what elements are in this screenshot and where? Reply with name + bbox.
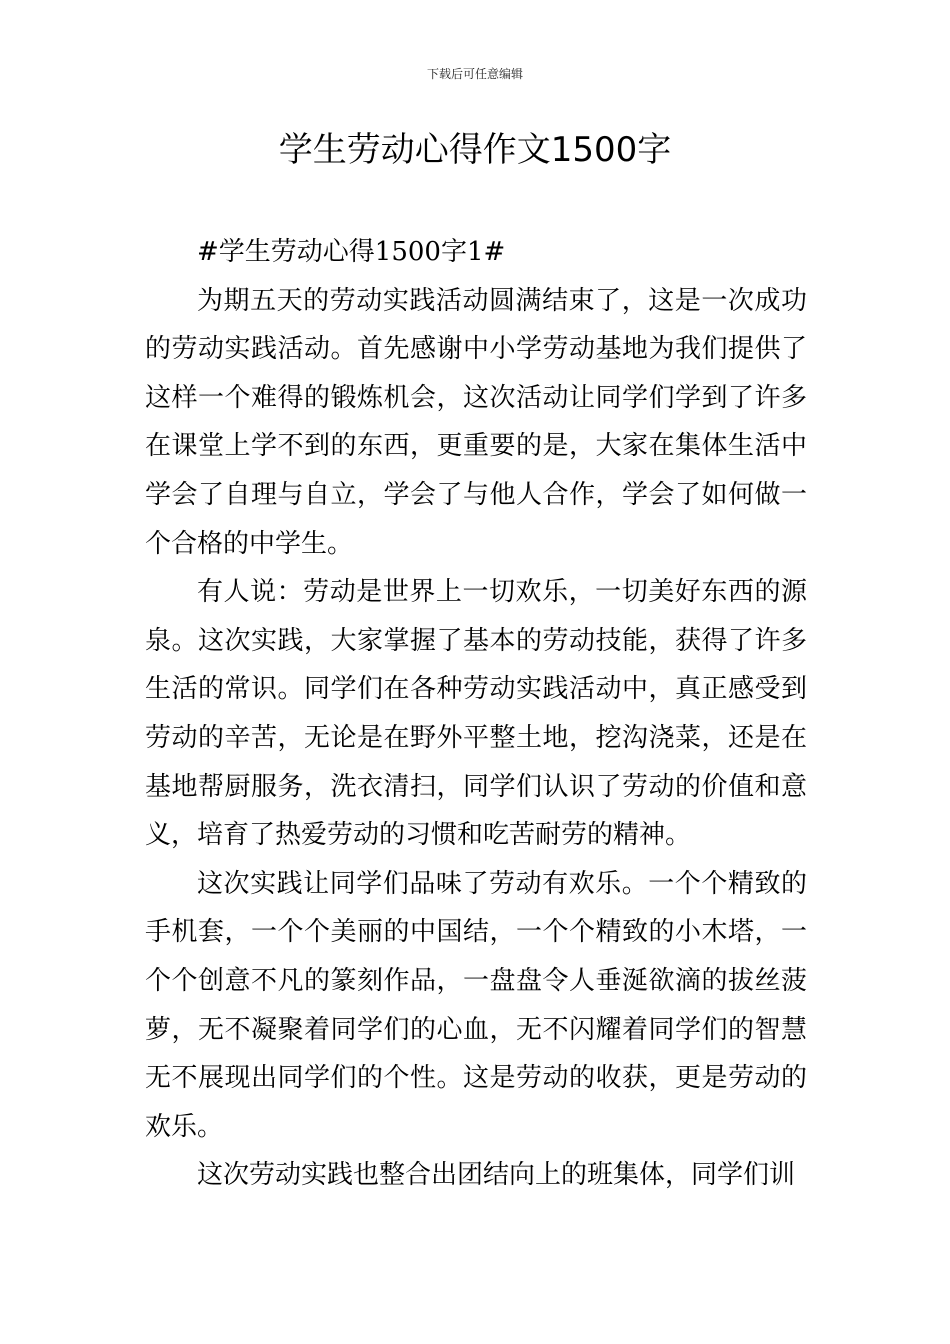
- paragraph-1: 为期五天的劳动实践活动圆满结束了，这是一次成功的劳动实践活动。首先感谢中小学劳动基地为我们提供了这样一个难得的锻炼机会，这次活动让同学们学到了许多在课堂上学不到的东西，更重要的是，大家在集体生活中学会了自理与自立，学会了与他人合作，学会了如何做一个合格的中学生。: [145, 285, 807, 559]
- section-subheading: #学生劳动心得1500字1#: [197, 237, 506, 267]
- paragraph-2: 有人说：劳动是世界上一切欢乐，一切美好东西的源泉。这次实践，大家掌握了基本的劳动技能，获得了许多生活的常识。同学们在各种劳动实践活动中，真正感受到劳动的辛苦，无论是在野外平整土地，挖沟浇菜，还是在基地帮厨服务，洗衣清扫，同学们认识了劳动的价值和意义，培育了热爱劳动的习惯和吃苦耐劳的精神。: [145, 577, 807, 851]
- document-title: 学生劳动心得作文1500字: [278, 130, 672, 170]
- header-note: 下载后可任意编辑: [426, 67, 523, 81]
- paragraph-4: 这次劳动实践也整合出团结向上的班集体，同学们训: [197, 1160, 796, 1191]
- document-body: [145, 228, 807, 1200]
- paragraph-3: 这次实践让同学们品味了劳动有欢乐。一个个精致的手机套，一个个美丽的中国结，一个个精致的小木塔，一个个创意不凡的篆刻作品，一盘盘令人垂涎欲滴的拔丝菠萝，无不凝聚着同学们的心血，无不闪耀着同学们的智慧无不展现出同学们的个性。这是劳动的收获，更是劳动的欢乐。: [145, 868, 807, 1142]
